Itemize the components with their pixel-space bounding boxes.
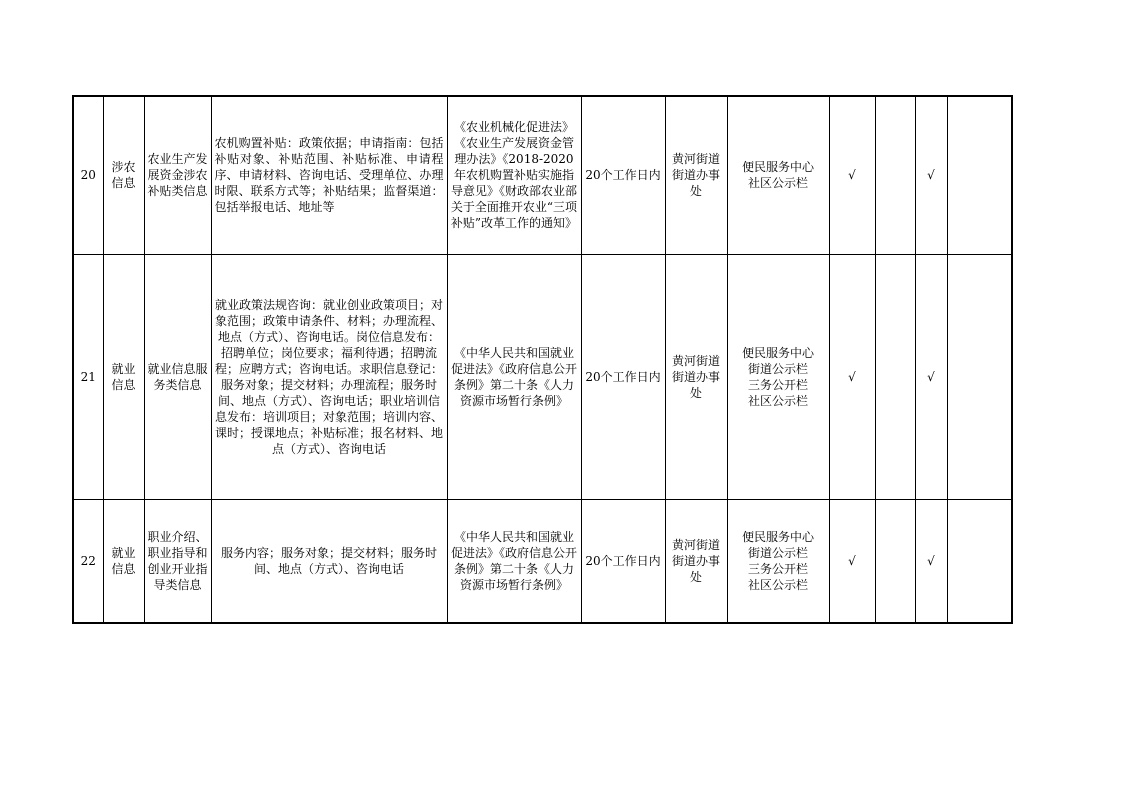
- info-item: 农业生产发展资金涉农补贴类信息: [144, 96, 211, 254]
- info-category: 就业信息: [103, 499, 144, 623]
- check-mark: √: [915, 499, 947, 623]
- time-limit: 20个工作日内: [581, 499, 665, 623]
- info-content: 就业政策法规咨询：就业创业政策项目；对象范围；政策申请条件、材料；办理流程、地点（方式）、咨询电话。岗位信息发布：招聘单位；岗位要求；福利待遇；招聘流程；应聘方式；咨询电话。求职信息登记：服务对象；提交材料；办理流程；服务时间、地点（方式）、咨询电话；职业培训信息发布：培训项目；对象范围；培训内容、课时；授课地点；补贴标准；报名材料、地点（方式）、咨询电话: [211, 254, 447, 499]
- info-category: 涉农信息: [103, 96, 144, 254]
- row-number: 21: [73, 254, 103, 499]
- row-number: 22: [73, 499, 103, 623]
- check-mark: √: [829, 254, 875, 499]
- legal-basis: 《中华人民共和国就业促进法》《政府信息公开条例》第二十条《人力资源市场暂行条例》: [447, 499, 581, 623]
- table-row: [73, 499, 1012, 623]
- empty-cell: [875, 96, 915, 254]
- channel-lines: 便民服务中心 街道公示栏 三务公开栏 社区公示栏: [741, 529, 814, 592]
- empty-cell: [875, 499, 915, 623]
- disclosure-channel: [727, 96, 829, 254]
- time-limit: 20个工作日内: [581, 254, 665, 499]
- row-number: 20: [73, 96, 103, 254]
- legal-basis: 《农业机械化促进法》《农业生产发展资金管理办法》《2018-2020年农机购置补贴实施指导意见》《财政部农业部关于全面推开农业“三项补贴”改革工作的通知》: [447, 96, 581, 254]
- channel-lines: 便民服务中心 街道公示栏 三务公开栏 社区公示栏: [741, 345, 814, 408]
- disclosure-table: [72, 95, 1013, 624]
- disclosure-subject: 黄河街道街道办事处: [665, 254, 727, 499]
- info-item: 职业介绍、职业指导和创业开业指导类信息: [144, 499, 211, 623]
- info-item: 就业信息服务类信息: [144, 254, 211, 499]
- channel-lines: 便民服务中心 社区公示栏: [741, 160, 814, 191]
- check-mark: √: [915, 254, 947, 499]
- empty-cell: [947, 254, 1012, 499]
- disclosure-subject: 黄河街道街道办事处: [665, 499, 727, 623]
- disclosure-channel: [727, 254, 829, 499]
- empty-cell: [875, 254, 915, 499]
- check-mark: √: [829, 96, 875, 254]
- time-limit: 20个工作日内: [581, 96, 665, 254]
- info-content: 服务内容；服务对象；提交材料；服务时间、地点（方式）、咨询电话: [211, 499, 447, 623]
- disclosure-subject: 黄河街道街道办事处: [665, 96, 727, 254]
- check-mark: √: [829, 499, 875, 623]
- empty-cell: [947, 499, 1012, 623]
- check-mark: √: [915, 96, 947, 254]
- legal-basis: 《中华人民共和国就业促进法》《政府信息公开条例》第二十条《人力资源市场暂行条例》: [447, 254, 581, 499]
- table-row: [73, 96, 1012, 254]
- empty-cell: [947, 96, 1012, 254]
- info-category: 就业信息: [103, 254, 144, 499]
- table-row: [73, 254, 1012, 499]
- disclosure-channel: [727, 499, 829, 623]
- info-content: 农机购置补贴：政策依据；申请指南：包括补贴对象、补贴范围、补贴标准、申请程序、申请材料、咨询电话、受理单位、办理时限、联系方式等；补贴结果；监督渠道：包括举报电话、地址等: [211, 96, 447, 254]
